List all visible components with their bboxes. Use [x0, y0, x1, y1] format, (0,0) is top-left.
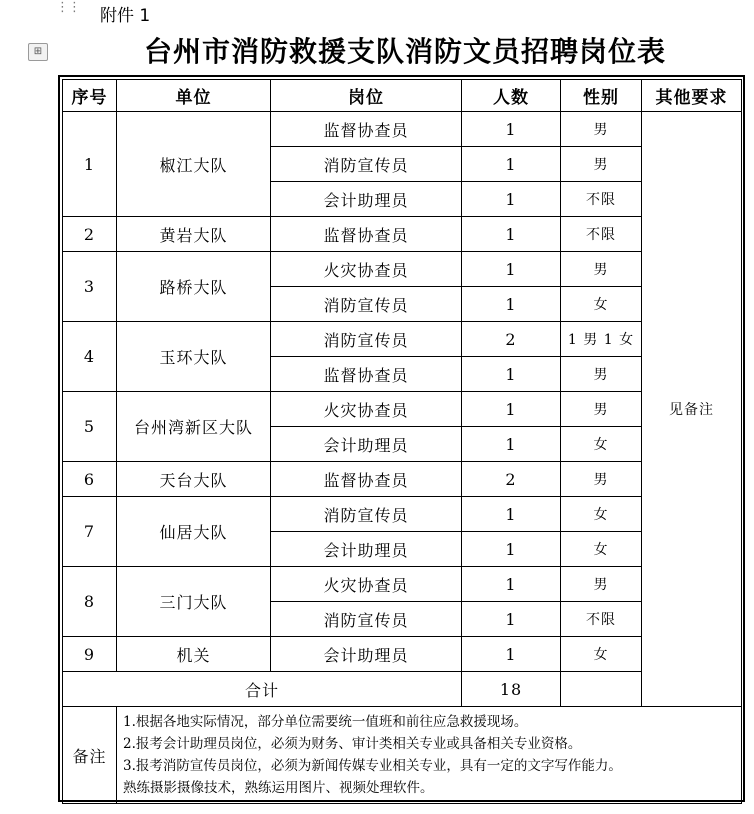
unit-cell: 天台大队	[117, 462, 271, 497]
table-row	[63, 217, 742, 252]
seq-cell: 7	[63, 497, 117, 567]
seq-cell: 9	[63, 637, 117, 672]
count-cell: 2	[462, 322, 561, 357]
position-cell: 消防宣传员	[271, 287, 462, 322]
gender-cell: 1 男 1 女	[561, 322, 642, 357]
header-other: 其他要求	[642, 80, 742, 112]
count-cell: 1	[462, 392, 561, 427]
position-cell: 会计助理员	[271, 532, 462, 567]
count-cell: 2	[462, 462, 561, 497]
position-cell: 会计助理员	[271, 427, 462, 462]
table-row	[63, 112, 742, 147]
position-cell: 火灾协查员	[271, 252, 462, 287]
note-line: 1.根据各地实际情况，部分单位需要统一值班和前往应急救援现场。	[123, 714, 528, 730]
position-cell: 会计助理员	[271, 637, 462, 672]
table-row	[63, 322, 742, 357]
position-cell: 监督协查员	[271, 357, 462, 392]
gender-cell: 男	[561, 567, 642, 602]
unit-cell: 路桥大队	[117, 252, 271, 322]
gender-cell: 男	[561, 462, 642, 497]
table-row	[63, 252, 742, 287]
header-unit: 单位	[117, 80, 271, 112]
count-cell: 1	[462, 182, 561, 217]
other-requirement-cell: 见备注	[642, 112, 742, 707]
seq-cell: 2	[63, 217, 117, 252]
note-line: 2.报考会计助理员岗位，必须为财务、审计类相关专业或具备相关专业资格。	[123, 736, 582, 752]
count-cell: 1	[462, 602, 561, 637]
position-cell: 消防宣传员	[271, 602, 462, 637]
count-cell: 1	[462, 567, 561, 602]
recruitment-table	[62, 79, 742, 804]
position-cell: 监督协查员	[271, 112, 462, 147]
position-cell: 消防宣传员	[271, 322, 462, 357]
table-row	[63, 637, 742, 672]
table-header-row	[63, 80, 742, 112]
gender-cell: 男	[561, 392, 642, 427]
table-row	[63, 392, 742, 427]
count-cell: 1	[462, 497, 561, 532]
seq-cell: 3	[63, 252, 117, 322]
position-cell: 会计助理员	[271, 182, 462, 217]
count-cell: 1	[462, 637, 561, 672]
unit-cell: 三门大队	[117, 567, 271, 637]
position-cell: 消防宣传员	[271, 497, 462, 532]
unit-cell: 机关	[117, 637, 271, 672]
seq-cell: 1	[63, 112, 117, 217]
count-cell: 1	[462, 147, 561, 182]
seq-cell: 8	[63, 567, 117, 637]
position-cell: 监督协查员	[271, 462, 462, 497]
unit-cell: 玉环大队	[117, 322, 271, 392]
notes-row	[63, 707, 742, 804]
unit-cell: 椒江大队	[117, 112, 271, 217]
gender-cell: 女	[561, 532, 642, 567]
gender-cell: 不限	[561, 182, 642, 217]
count-cell: 1	[462, 357, 561, 392]
gender-cell: 女	[561, 637, 642, 672]
gender-cell: 女	[561, 427, 642, 462]
header-count: 人数	[462, 80, 561, 112]
count-cell: 1	[462, 252, 561, 287]
attachment-label: 附件 1	[100, 6, 151, 26]
unit-cell: 台州湾新区大队	[117, 392, 271, 462]
count-cell: 1	[462, 217, 561, 252]
seq-cell: 5	[63, 392, 117, 462]
gender-cell: 女	[561, 287, 642, 322]
table-row	[63, 567, 742, 602]
position-cell: 火灾协查员	[271, 392, 462, 427]
seq-cell: 6	[63, 462, 117, 497]
total-count-cell: 18	[462, 672, 561, 707]
unit-cell: 仙居大队	[117, 497, 271, 567]
count-cell: 1	[462, 287, 561, 322]
note-line: 熟练摄影摄像技术，熟练运用图片、视频处理软件。	[123, 780, 434, 796]
table-body	[63, 80, 742, 804]
position-cell: 火灾协查员	[271, 567, 462, 602]
paragraph-drag-grip-icon[interactable]: ⋮⋮	[56, 0, 80, 15]
table-move-handle-icon[interactable]: ⊞	[28, 43, 48, 61]
gender-cell: 不限	[561, 602, 642, 637]
unit-cell: 黄岩大队	[117, 217, 271, 252]
gender-cell: 男	[561, 252, 642, 287]
header-position: 岗位	[271, 80, 462, 112]
count-cell: 1	[462, 427, 561, 462]
header-gender: 性别	[561, 80, 642, 112]
position-cell: 监督协查员	[271, 217, 462, 252]
total-row	[63, 672, 742, 707]
count-cell: 1	[462, 112, 561, 147]
gender-cell: 女	[561, 497, 642, 532]
document-title: 台州市消防救援支队消防文员招聘岗位表	[143, 35, 666, 68]
table-row	[63, 462, 742, 497]
total-label-cell: 合计	[63, 672, 462, 707]
count-cell: 1	[462, 532, 561, 567]
gender-cell: 不限	[561, 217, 642, 252]
total-gender-cell	[561, 672, 642, 707]
header-seq: 序号	[63, 80, 117, 112]
gender-cell: 男	[561, 112, 642, 147]
seq-cell: 4	[63, 322, 117, 392]
table-row	[63, 497, 742, 532]
notes-label-cell: 备注	[63, 707, 117, 804]
gender-cell: 男	[561, 147, 642, 182]
notes-body-cell	[117, 707, 742, 804]
gender-cell: 男	[561, 357, 642, 392]
note-line: 3.报考消防宣传员岗位，必须为新闻传媒专业相关专业，具有一定的文字写作能力。	[123, 758, 622, 774]
position-cell: 消防宣传员	[271, 147, 462, 182]
recruitment-table-frame	[58, 75, 745, 802]
